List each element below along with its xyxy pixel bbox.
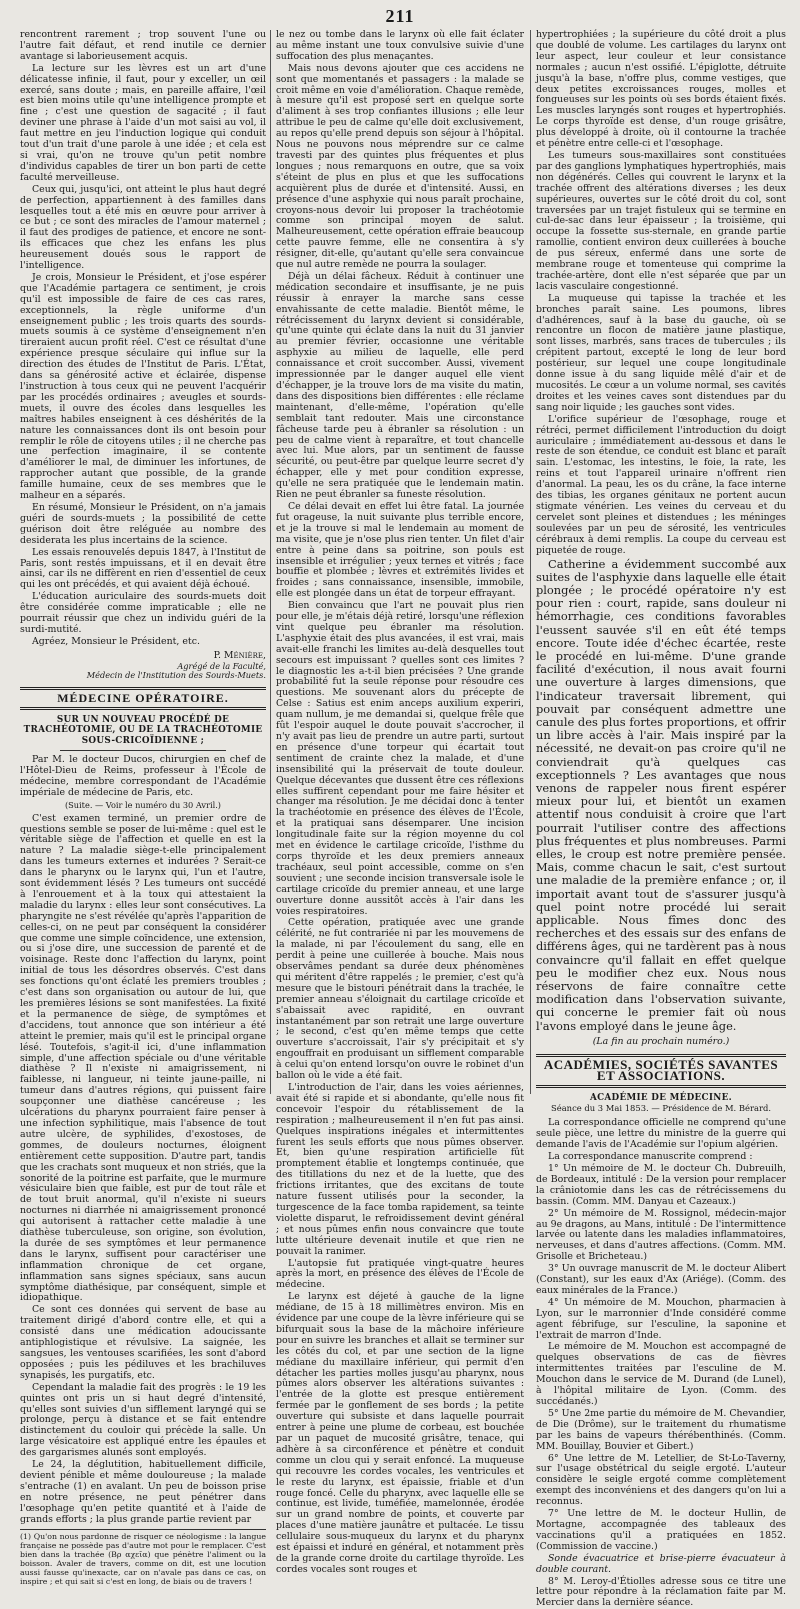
continuation-note: (Suite. — Voir le numéro du 30 Avril.): [20, 800, 266, 811]
paragraph: 1° Un mémoire de M. le docteur Ch. Dubreuilh, de Bordeaux, intitulé : De la version pour remplacer la crâniotomie dans les cas de rétrécissemens du bassin. (Comm. MM. Danyau et Cazeaux.): [536, 1164, 786, 1208]
paragraph: La correspondance officielle ne comprend qu'une seule pièce, une lettre du ministre de la guerre qui demande l'avis de l'Académie sur l'opium algérien.: [536, 1118, 786, 1151]
column-2: [276, 30, 524, 1094]
paragraph: 8° M. Leroy-d'Étiolles adresse sous ce titre une lettre pour répondre à la réclamation faite par M. Mercier dans la dernière séance.: [536, 1577, 786, 1609]
session-line: Séance du 3 Mai 1853. — Présidence de M. Bérard.: [536, 1103, 786, 1114]
paragraph-large: Catherine a évidemment succombé aux suites de l'asphyxie dans laquelle elle était plongée ; le procédé opératoire n'y est pour rien : court, rapide, sans douleur ni hémorrhagie, ces conditions favorables l'eussent sauvée s'il en eût été temps encore. Toute idée d'échec écartée, reste le procédé en lui-même. D'une grande facilité d'exécution, il nous avait fourni une ouverture à larges dimensions, que l'indicateur traversait librement, qui pouvait par conséquent admettre une canule des plus fortes proportions, et offrir un libre accès à l'air. Mais inspiré par la nécessité, ne devait-on pas croire qu'il ne conviendrait qu'à quelques cas exceptionnels ? Les avantages que nous venons de rappeler nous firent espérer mieux pour lui, et bientôt un examen attentif nous conduisit à croire que l'art pourrait l'utiliser contre des affections plus fréquentes et plus nombreuses. Parmi elles, le croup est notre première pensée. Mais, comme chacun le sait, c'est surtout une maladie de la première enfance ; or, il importait avant tout de s'assurer jusqu'à quel point notre procédé lui serait applicable. Nous fîmes donc des recherches et des essais sur des enfans de différens âges, qui ne tardèrent pas à nous convaincre qu'il fallait en effet quelque peu le modifier chez eux. Nous nous réservons de faire connaître cette modification dans l'observation suivante, qui concerne le premier fait où nous l'avons employé dans le jeune âge.: [536, 558, 786, 1033]
paragraph: Le 24, la déglutition, habituellement difficile, devient pénible et même douloureuse ; la malade s'entrache (1) en avalant. Un peu de boisson prise en notre présence, ne peut pénétrer dans l'œsophage qu'en petite quantité et à l'aide de grands efforts ; la plus grande partie revient par: [20, 1460, 266, 1525]
paragraph: La correspondance manuscrite comprend :: [536, 1152, 786, 1163]
paragraph: C'est examen terminé, un premier ordre de questions semble se poser de lui-même : quel est le véritable siège de l'affection et quelle en est la nature ? La maladie siège-t-elle principalement dans les tumeurs externes et indurées ? Serait-ce dans le pharynx ou le larynx qui, l'un et l'autre, sont évidemment lésés ? Les tumeurs ont succédé à l'enrouement et à la toux qui attestaient la maladie du larynx : elles leur sont consécutives. La pharyngite ne s'est révélée qu'après l'apparition de celles-ci, on ne peut par conséquent la considérer que comme une simple coïncidence, une extension, ou si j'ose dire, une succession de parenté et de voisinage. Reste donc l'affection du larynx, point initial de tous les désordres observés. C'est dans ses fonctions qu'ont éclaté les premiers troubles ; c'est dans son organisation ou autour de lui, que les premières lésions se sont manifestées. La fixité et la permanence de siège, de symptômes et d'accidens, tout annonce que son intérieur a été atteint le premier, mais qu'il est le principal organe lésé. Toutefois, s'agit-il ici, d'une inflammation simple, d'une affection spéciale ou d'une véritable diathèse ? Il n'existe ni amaigrissement, ni faiblesse, ni langueur, ni teinte jaune-paille, ni tumeur dans d'autres régions, qui puissent faire soupçonner une diathèse cancéreuse ; les ulcérations du pharynx pourraient faire penser à une infection syphilitique, mais l'absence de tout autre ulcère, de syphilides, d'exostoses, de gommes, de douleurs nocturnes, éloignent entièrement cette supposition. D'autre part, tandis que les crachats sont muqueux et non striés, que la sonorité de la poitrine est parfaite, que le murmure vésiculaire bien que faible, est pur de tout râle et de tout bruit anormal, qu'il n'existe ni sueurs nocturnes ni diarrhée ni amaigrissement prononcé qui autorisent à rattacher cette maladie à une diathèse tuberculeuse, son origine, son évolution, la durée de ses symptômes et leur permanence dans le larynx, suffisent pour caractériser une inflammation chronique de cet organe, inflammation sans signes spéciaux, sans aucun symptôme diathésique, par conséquent, simple et idiopathique.: [20, 814, 266, 1305]
paragraph: En résumé, Monsieur le Président, on n'a jamais guéri de sourds-muets ; la possibilité de cette guérison doit être reléguée au nombre des desiderata les plus incertains de la science.: [20, 503, 266, 547]
signature-affiliation: Agrégé de la Faculté,: [20, 662, 266, 672]
paragraph: Le mémoire de M. Mouchon est accompagné de quelques observations de cas de fièvres intermittentes traitées par l'esculine de M. Mouchon dans le service de M. Durand (de Lunel), à l'hôpital militaire de Lyon. (Comm. des succédanés.): [536, 1342, 786, 1407]
paragraph: La muqueuse qui tapisse la trachée et les bronches paraît saine. Les poumons, libres d'adhérences, sauf à la base du gauche, où se rencontre un flocon de matière jaune plastique, sont lisses, marbrés, sans traces de tubercules ; ils crépitent partout, excepté le long de leur bord postérieur, sur lequel une coupe longitudinale donne issue à du sang liquide mêlé d'air et de mucosités. Le cœur a un volume normal, ses cavités droites et les veines caves sont distendues par du sang noir liquide ; les gauches sont vides.: [536, 294, 786, 414]
paragraph: Ce délai devait en effet lui être fatal. La journée fut orageuse, la nuit suivante plus terrible encore, et je la trouve si mal le lendemain au moment de ma visite, que je n'ose plus rien tenter. Un filet d'air entre à peine dans sa poitrine, son pouls est insensible et irrégulier ; yeux ternes et vitrés ; face bouffie et plombée ; lèvres et extrémités livides et froides ; sans connaissance, insensible, immobile, elle est plongée dans un état de torpeur effrayant.: [276, 502, 524, 600]
column-1: [20, 30, 266, 1094]
page-number: 211: [0, 6, 800, 27]
paragraph: rencontrent rarement ; trop souvent l'une ou l'autre fait défaut, et rend inutile ce dernier avantage si laborieusement acquis.: [20, 30, 266, 63]
section-title: ACADÉMIES, SOCIÉTÉS SAVANTES ET ASSOCIATIONS.: [536, 1054, 786, 1088]
paragraph: 6° Une lettre de M. Letellier, de St-Lo-Taverny, sur l'usage obstétrical du seigle ergoté. L'auteur considère le seigle ergoté comme complètement exempt des inconvéniens et des dangers qu'on lui a reconnus.: [536, 1454, 786, 1509]
signature: P. Ménière,: [20, 651, 266, 662]
paragraph: L'introduction de l'air, dans les voies aériennes, avait été si rapide et si abondante, qu'elle nous fit concevoir l'espoir du rétablissement de la respiration ; malheureusement il n'en fut pas ainsi. Quelques inspirations inégales et intermittentes furent les seuls efforts que nous pûmes observer. Et, bien qu'une respiration artificielle fût promptement établie et longtemps continuée, que des titillations du nez et de la luette, que des frictions irritantes, que des excitans de toute nature fussent utilisés pour la seconder, la turgescence de la face tomba rapidement, sa teinte violette disparut, le refroidissement devint général ; et nous pûmes enfin nous convaincre que toute lutte ultérieure devenait inutile et que rien ne pouvait la ranimer.: [276, 1083, 524, 1258]
paragraph: Cependant la maladie fait des progrès : le 19 les quintes ont pris un si haut degré d'intensité, qu'elles sont suivies d'un sifflement laryngé qui se prolonge, perçu à distance et se fait entendre distinctement du couloir qui précède la salle. Un large vésicatoire est appliqué entre les épaules et des gargarismes alunés sont employés.: [20, 1383, 266, 1459]
footnote: (1) Qu'on nous pardonne de risquer ce néologisme : la langue française ne possède pas d'autre mot pour le remplacer. C'est bien dans la trachée (Bρ αχεῖα) que pénètre l'aliment ou la boisson. Avaler de travers, comme on dit, est une locution aussi fausse qu'inexacte, car on n'avale pas dans ce cas, on inspire ; et qui sait si c'est en long, de biais ou de travers !: [20, 1529, 266, 1586]
article-title: SUR UN NOUVEAU PROCÉDÉ DE TRACHÉOTOMIE, OU DE LA TRACHÉOTOMIE SOUS-CRICOÏDIENNE ;: [20, 715, 266, 747]
column-divider-1: [270, 30, 271, 1094]
paragraph: Je crois, Monsieur le Président, et j'ose espérer que l'Académie partagera ce sentiment, je crois qu'il est impossible de faire de ces cas rares, exceptionnels, la règle uniforme d'un enseignement public ; les trois quarts des sourds-muets soumis à ce système d'enseignement n'en tireraient aucun profit réel. C'est ce résultat d'une expérience presque séculaire qui influe sur la direction des études de l'Institut de Paris. L'État, dans sa générosité active et éclairée, dispense l'instruction à tous ceux qui ne peuvent l'acquérir par les procédés ordinaires ; aveugles et sourds-muets, il ouvre des écoles dans lesquelles les maîtres habiles enseignent à ces déshérités de la nature les connaissances dont ils ont besoin pour remplir le rôle de citoyens utiles ; il ne cherche pas une perfection imaginaire, il se contente d'améliorer le mal, de diminuer les infortunes, de rapprocher autant que possible, de la grande famille humaine, ceux de ses membres que le malheur en a séparés.: [20, 273, 266, 502]
paragraph: 7° Une lettre de M. le docteur Hullin, de Mortagne, accompagnée des tableaux des vaccinations qu'il a pratiquées en 1852. (Commission de vaccine.): [536, 1509, 786, 1553]
paragraph: Déjà un délai fâcheux. Réduit à continuer une médication secondaire et insuffisante, je ne puis réussir à enrayer la marche sans cesse envahissante de cette maladie. Bientôt même, le rétrécissement du larynx devient si considérable, qu'une quinte qui éclate dans la nuit du 31 janvier au premier février, occasionne une véritable asphyxie au milieu de laquelle, elle perd connaissance et croit succomber. Aussi, vivement impressionnée par le danger auquel elle vient d'échapper, je la trouve lors de ma visite du matin, dans des dispositions bien différentes : elle réclame maintenant, d'elle-même, l'opération qu'elle semblait tant redouter. Mais une circonstance fâcheuse tarde peu à ébranler sa résolution : un peu de calme vient à reparaître, et tout chancelle avec lui. Mue alors, par un sentiment de fausse sécurité, ou peut-être par quelque leurre secret d'y échapper, elle y met pour condition expresse, qu'elle ne sera pratiquée que le lendemain matin. Rien ne peut ébranler sa funeste résolution.: [276, 272, 524, 501]
paragraph: hypertrophiées ; la supérieure du côté droit a plus que doublé de volume. Les cartilages du larynx ont leur aspect, leur couleur et leur consistance normales ; aucun n'est ossifié. L'épiglotte, détruite jusqu'à la base, n'offre plus, comme vestiges, que deux petites excroissances rouges, molles et fongueuses sur les points où ses bords étaient fixés. Les muscles laryngés sont rouges et hypertrophiés. Le corps thyroïde est dense, d'un rouge grisâtre, plus développé à droite, où il contourne la trachée et pénètre entre celle-ci et l'œsophage.: [536, 30, 786, 150]
article-author: Par M. le docteur Ducos, chirurgien en chef de l'Hôtel-Dieu de Reims, professeur à l'École de médecine, membre correspondant de l'Académie impériale de médecine de Paris, etc.: [20, 755, 266, 799]
column-divider-2: [530, 30, 531, 1094]
paragraph: 5° Une 2me partie du mémoire de M. Chevandier, de Die (Drôme), sur le traitement du rhumatisme par les bains de vapeurs thérébenthinés. (Comm. MM. Bouillay, Bouvier et Gibert.): [536, 1409, 786, 1453]
subsection-title: ACADÉMIE DE MÉDECINE.: [536, 1093, 786, 1104]
italic-heading: Sonde évacuatrice et brise-pierre évacuateur à double courant.: [536, 1554, 786, 1576]
paragraph: Ce sont ces données qui servent de base au traitement dirigé d'abord contre elle, et qui a consisté dans une médication adoucissante antiphlogistique et révulsive. La saignée, les sangsues, les ventouses scarifiées, les sont d'abord opposées ; puis les pédiluves et les brachiluves synapisés, les purgatifs, etc.: [20, 1305, 266, 1381]
divider: [60, 750, 226, 751]
section-title: MÉDECINE OPÉRATOIRE.: [20, 687, 266, 710]
paragraph: Agréez, Monsieur le Président, etc.: [20, 637, 266, 648]
paragraph: Le larynx est déjeté à gauche de la ligne médiane, de 15 à 18 millimètres environ. Mis en évidence par une coupe de la lèvre inférieure qui se bifurquait sous la base de la mâchoire inférieure pour en suivre les branches et allait se terminer sur les côtés du col, et par une section de la ligne médiane du maxillaire inférieur, qui permit d'en détacher les parties molles jusqu'au pharynx, nous pûmes alors observer les altérations suivantes : l'entrée de la glotte est presque entièrement fermée par le gonflement de ses bords ; la petite ouverture qui subsiste et dans laquelle pourrait entrer à peine une plume de corbeau, est bouchée par un paquet de mucosité grisâtre, tenace, qui adhère à sa circonférence et pénètre et conduit comme un clou qui y serait enfoncé. La muqueuse qui recouvre les cordes vocales, les ventricules et le reste du larynx, est épaissie, friable et d'un rouge foncé. Celle du pharynx, avec laquelle elle se continue, est livide, tuméfiée, mamelonnée, érodée sur un grand nombre de points, et couverte par places d'une matière jaunâtre et pultacée. Le tissu cellulaire sous-muqueux du larynx et du pharynx est épaissi et induré en général, et notamment près de la grande corne droite du cartilage thyroïde. Les cordes vocales sont rouges et: [276, 1292, 524, 1576]
paragraph: Les essais renouvelés depuis 1847, à l'Institut de Paris, sont restés impuissans, et il en devait être ainsi, car ils ne diffèrent en rien d'essentiel de ceux qui les ont précédés, et qui avaient déjà échoué.: [20, 548, 266, 592]
paragraph: L'autopsie fut pratiquée vingt-quatre heures après la mort, en présence des élèves de l'École de médecine.: [276, 1259, 524, 1292]
paragraph: Les tumeurs sous-maxillaires sont constituées par des ganglions lymphatiques hypertrophiés, mais non dégénérés. Celles qui couvrent le larynx et la trachée offrent des altérations diverses ; les deux supérieures, ouvertes sur le côté droit du col, sont traversées par un trajet fistuleux qui se termine en cul-de-sac dans leur épaisseur ; la troisième, qui occupe la fossette sus-sternale, en grande partie ramollie, contient environ deux cuillerées à bouche de pus séreux, enfermé dans une sorte de membrane rouge et tomenteuse qui comprime la trachée-artère, dont elle n'est séparée que par un lacis vasculaire congestionné.: [536, 151, 786, 293]
signature-affiliation: Médecin de l'Institution des Sourds-Muets.: [20, 671, 266, 681]
paragraph: L'éducation auriculaire des sourds-muets doit être considérée comme impraticable ; elle ne pourrait réussir que chez un individu guéri de la surdi-mutité.: [20, 592, 266, 636]
paragraph: Bien convaincu que l'art ne pouvait plus rien pour elle, je m'étais déjà retiré, lorsqu'une réflexion vint quelque peu ébranler ma résolution. L'asphyxie était des plus avancées, il est vrai, mais avait-elle franchi les limites au-delà desquelles tout secours est impuissant ? quelles sont ces limites ? le diagnostic les a-t-il bien précisées ? Une grande probabilité fut la seule réponse pour résoudre ces questions. Me souvenant alors du précepte de Celse : Satius est enim anceps auxilium experiri, quam nullum, je me demandai si, quelque frêle que fût l'espoir auquel le doute pouvait s'accrocher, il n'y avait pas lieu de prendre un autre parti, surtout en présence d'une torpeur qui écartait tout sentiment de crainte chez la malade, et d'une insensibilité qui la préservait de toute douleur. Quelque décevantes que dussent être ces réflexions elles suffirent cependant pour me faire hésiter et changer ma résolution. Je me décidai donc à tenter la trachéotomie en présence des élèves de l'École, et la pratiquai sans désemparer. Une incision longitudinale faite sur la région moyenne du col met en évidence le cartilage cricoïde, l'isthme du corps thyroïde et les deux premiers anneaux trachéaux, seul point accessible, comme on s'en souvient ; une seconde incision transversale isole le cartilage cricoïde du premier anneau, et une large ouverture donne aussitôt accès à l'air dans les voies respiratoires.: [276, 601, 524, 917]
paragraph: le nez ou tombe dans le larynx où elle fait éclater au même instant une toux convulsive suivie d'une suffocation des plus menaçantes.: [276, 30, 524, 63]
paragraph: 3° Un ouvrage manuscrit de M. le docteur Alibert (Constant), sur les eaux d'Ax (Ariége). (Comm. des eaux minérales de la France.): [536, 1264, 786, 1297]
paragraph: L'orifice supérieur de l'œsophage, rouge et rétréci, permet difficilement l'introduction du doigt auriculaire ; immédiatement au-dessous et dans le reste de son étendue, ce conduit est blanc et paraît sain. L'estomac, les intestins, le foie, la rate, les reins et tout l'appareil urinaire n'offrent rien d'anormal. La peau, les os du crâne, la face interne des tibias, les organes génitaux ne portent aucun stigmate vénérien. Les veines du cerveau et du cervelet sont pleines et distendues ; les méninges soulevées par un peu de sérosité, les ventricules cérébraux à demi remplis. La coupe du cerveau est piquetée de rouge.: [536, 415, 786, 557]
paragraph: Cette opération, pratiquée avec une grande célérité, ne fut contrariée ni par les mouvemens de la malade, ni par l'écoulement du sang, elle en perdit à peine une cuillerée à bouche. Mais nous observâmes pendant sa durée deux phénomènes qui méritent d'être rappelés ; le premier, c'est qu'à mesure que le bistouri pénétrait dans la trachée, le premier anneau s'éloignait du cartilage cricoïde et s'abaissait avec rapidité, en ouvrant instantanément par son retrait une large ouverture ; le second, c'est qu'en même temps que cette ouverture s'accroissait, l'air s'y précipitait et s'y engouffrait en produisant un sifflement comparable à celui qu'on entend lorsqu'on ouvre le robinet d'un ballon où le vide a été fait.: [276, 918, 524, 1082]
paragraph: La lecture sur les lèvres est un art d'une délicatesse infinie, il faut, pour y exceller, un œil exercé, sans doute ; mais, en pareille affaire, l'œil est bien moins utile qu'une intelligence prompte et fine ; c'est une question de sagacité ; il faut deviner une phrase à l'aide d'un mot saisi au vol, il faut mettre en jeu l'induction logique qui conduit tout d'un trait d'une parole à une idée ; et cela est si vrai, qu'on ne trouve qu'un petit nombre d'individus capables de tirer un bon parti de cette faculté merveilleuse.: [20, 64, 266, 184]
paragraph: 4° Un mémoire de M. Mouchon, pharmacien à Lyon, sur le marronnier d'Inde considéré comme agent fébrifuge, sur l'esculine, la saponine et l'extrait de marron d'Inde.: [536, 1298, 786, 1342]
paragraph: 2° Un mémoire de M. Rossignol, médecin-major au 9e dragons, au Mans, intitulé : De l'intermittence larvée ou latente dans les maladies inflammatoires, nerveuses, et dans d'autres affections. (Comm. MM. Grisolle et Bricheteau.): [536, 1209, 786, 1264]
continuation-note: (La fin au prochain numéro.): [536, 1037, 786, 1048]
paragraph: Ceux qui, jusqu'ici, ont atteint le plus haut degré de perfection, appartiennent à des familles dans lesquelles tout a été mis en œuvre pour arriver à ce but ; ce sont des miracles de l'amour maternel ; il faut des prodiges de patience, et encore ne sont-ils efficaces que chez les enfans les plus heureusement doués sous le rapport de l'intelligence.: [20, 185, 266, 272]
column-3: [536, 30, 786, 1094]
paragraph: Mais nous devons ajouter que ces accidens ne sont que momentanés et passagers : la malade se croit même en voie d'amélioration. Chaque remède, à mesure qu'il est proposé sert en quelque sorte d'aliment à ses trop confiantes illusions ; elle leur attribue le peu de calme qu'elle doit exclusivement, au repos qu'elle prend depuis son séjour à l'hôpital. Nous ne pouvons nous méprendre sur ce calme travesti par des quintes plus fréquentes et plus longues ; nous remarquons en outre, que sa voix s'éteint de plus en plus et que les suffocations acquièrent plus de durée et d'intensité. Aussi, en présence d'une asphyxie qui nous paraît prochaine, croyons-nous devoir lui proposer la trachéotomie comme son principal moyen de salut. Malheureusement, cette opération effraie beaucoup cette pauvre femme, elle ne consentira à s'y résigner, dit-elle, qu'autant qu'elle sera convaincue que nul autre remède ne pourra la soulager.: [276, 64, 524, 271]
